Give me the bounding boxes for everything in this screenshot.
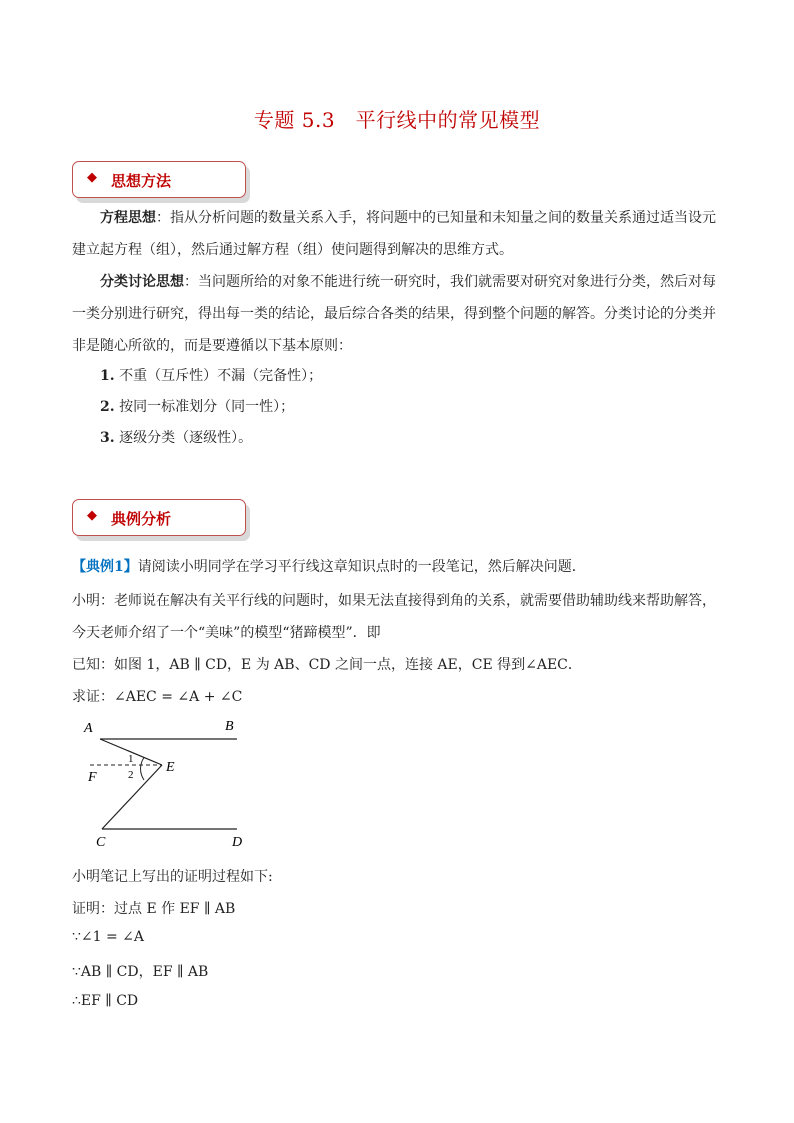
classification-text: ：当问题所给的对象不能进行统一研究时，我们就需要对研究对象进行分类，然后对每一类分别进行研究，得出每一类的结论，最后综合各类的结果，得到整个问题的解答。分类讨论的分类并非是随心所欲的，而是要遵循以下基本原则： bbox=[72, 274, 716, 354]
label-f: F bbox=[88, 770, 97, 785]
section-header-methods bbox=[72, 161, 246, 198]
prove-line: 求证：∠AEC = ∠A + ∠C bbox=[72, 689, 243, 705]
list-item: 1. 不重（互斥性）不漏（完备性）； bbox=[100, 368, 323, 384]
proof-line: ∵AB ∥ CD，EF ∥ AB bbox=[72, 964, 209, 980]
label-angle-2: 2 bbox=[128, 769, 134, 781]
term-classification: 分类讨论思想 bbox=[100, 274, 184, 290]
label-angle-1: 1 bbox=[128, 753, 134, 765]
section-header-examples bbox=[72, 499, 246, 536]
example-tag: 【典例1】 bbox=[72, 559, 138, 575]
label-c: C bbox=[96, 835, 106, 850]
proof-line: ∵∠1 = ∠A bbox=[72, 929, 145, 945]
example-intro: 【典例1】请阅读小明同学在学习平行线这章知识点时的一段笔记，然后解决问题． bbox=[72, 559, 586, 575]
note-line-1: 小明：老师说在解决有关平行线的问题时，如果无法直接得到角的关系，就需要借助辅助线来帮助解答， bbox=[72, 593, 716, 609]
list-item: 3. 逐级分类（逐级性）。 bbox=[100, 430, 253, 446]
label-a: A bbox=[84, 721, 93, 736]
proof-intro: 小明笔记上写出的证明过程如下: bbox=[72, 869, 273, 885]
diamond-icon: ◆ bbox=[87, 170, 97, 185]
section-label: 思想方法 bbox=[111, 172, 172, 190]
figure-1-diagram bbox=[82, 712, 262, 857]
page-title: 专题 5.3 平行线中的常见模型 bbox=[253, 108, 541, 132]
section-label: 典例分析 bbox=[111, 510, 172, 528]
method-classification-paragraph bbox=[72, 266, 724, 362]
list-item: 2. 按同一标准划分（同一性）； bbox=[100, 399, 295, 415]
method-equation-paragraph bbox=[72, 202, 724, 266]
proof-line: 证明：过点 E 作 EF ∥ AB bbox=[72, 901, 236, 917]
diamond-icon: ◆ bbox=[87, 508, 97, 523]
principles-list bbox=[100, 361, 322, 454]
label-d: D bbox=[232, 835, 243, 850]
proof-line: ∴EF ∥ CD bbox=[72, 993, 139, 1009]
angle-arc bbox=[141, 758, 144, 781]
term-equation: 方程思想 bbox=[100, 210, 156, 226]
known-line: 已知：如图 1，AB ∥ CD，E 为 AB、CD 之间一点，连接 AE，CE 得到∠AEC． bbox=[72, 657, 582, 673]
label-e: E bbox=[166, 760, 175, 775]
note-line-2: 今天老师介绍了一个“美味”的模型“猪蹄模型”．即 bbox=[72, 625, 381, 641]
label-b: B bbox=[225, 719, 234, 734]
equation-text: ：指从分析问题的数量关系入手，将问题中的已知量和未知量之间的数量关系通过适当设元建立起方程（组），然后通过解方程（组）使问题得到解决的思维方式。 bbox=[72, 210, 716, 258]
